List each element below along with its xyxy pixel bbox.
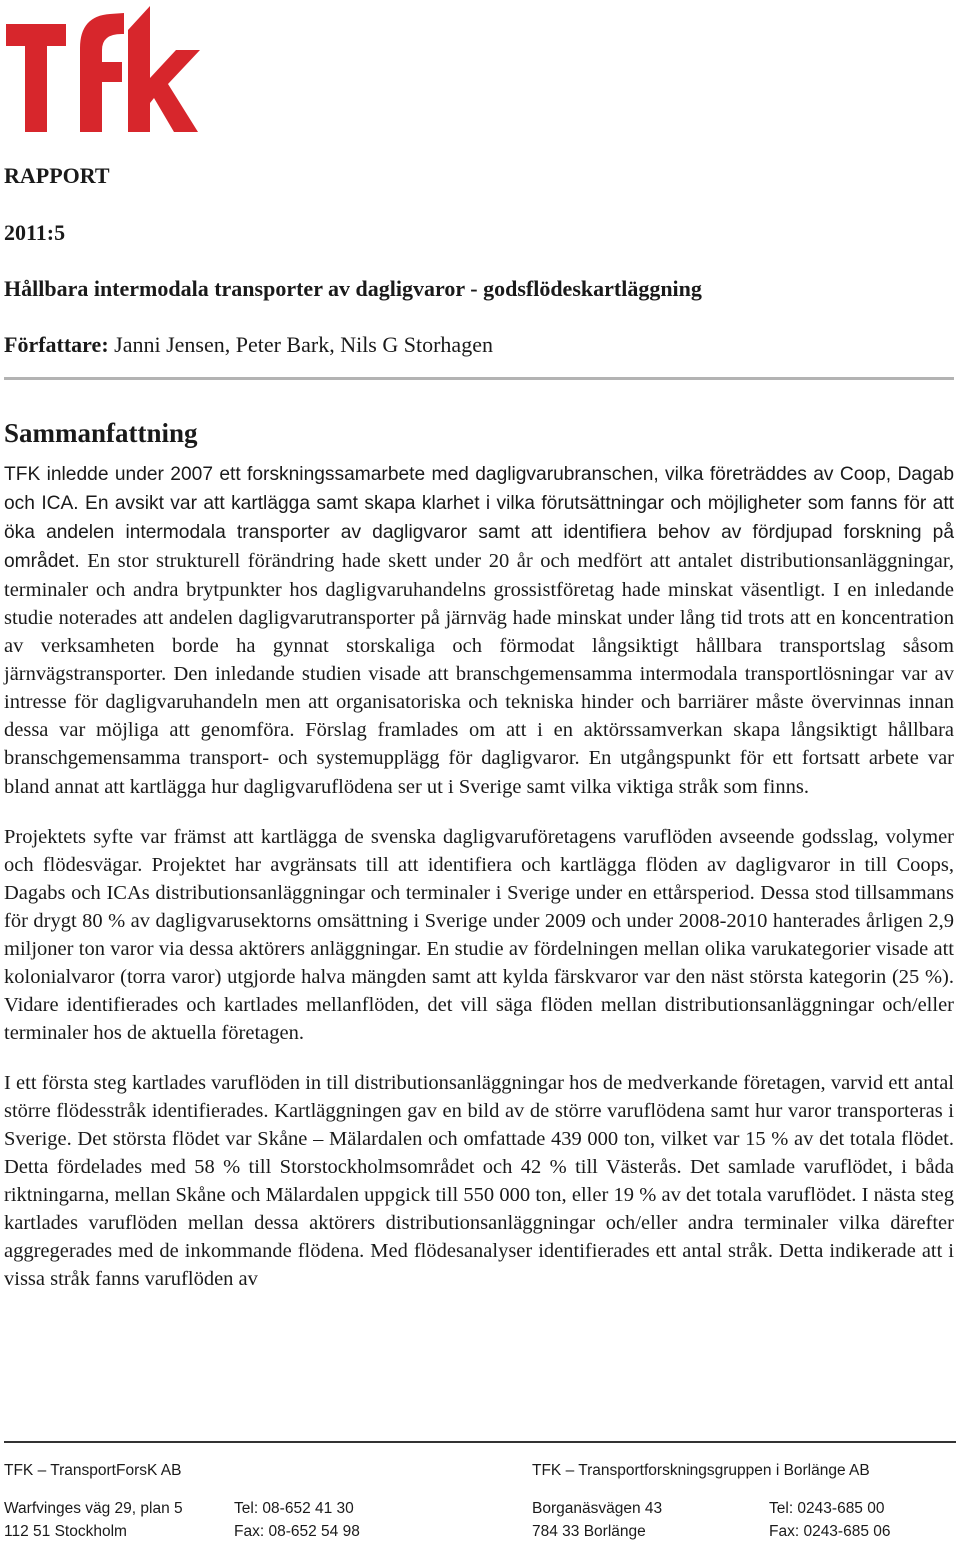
footer-left-tel: Tel: 08-652 41 30 <box>234 1500 354 1517</box>
footer-left-street: Warfvinges väg 29, plan 5 <box>4 1500 183 1517</box>
footer-right-fax: Fax: 0243-685 06 <box>769 1523 891 1540</box>
summary-p1-intro: TFK inledde under 2007 ett forskningssamarbete med dagligvarubranschen, vilka företräddes av Coop, Dagab och ICA. <box>4 464 954 515</box>
summary-body <box>4 460 954 1315</box>
footer-left-fax: Fax: 08-652 54 98 <box>234 1523 360 1540</box>
summary-paragraph-3: I ett första steg kartlades varuflöden in till distributionsanläggningar hos de medverkande företagen, varvid ett antal större flödesstråk identifierades. Kartläggningen gav en bild av de större varuflödena samt hur varor transporteras i Sverige. Det största flödet var Skåne – Mälardalen och omfattade 439 000 ton, vilket var 15 % av det totala flödet. Detta fördelades med 58 % till Storstockholmsområdet och 42 % till Västerås. Det samlade varuflödet, i båda riktningarna, mellan Skåne och Mälardalen uppgick till 550 000 ton, eller 19 % av det totala varuflödet. I nästa steg kartlades varuflöden mellan dessa aktörers distributionsanläggningar och/eller andra terminaler vilka därefter aggregerades med de inkommande flödena. Med flödesanalyser identifierades ett antal stråk. Detta indikerade att i vissa stråk fanns varuflöden av <box>4 1071 954 1291</box>
summary-paragraph-2: Projektets syfte var främst att kartlägga de svenska dagligvaruföretagens varuflöden avseende godsslag, volymer och flödesvägar. Projektet har avgränsats till att identifiera och kartlägga flöden av dagligvaror in till Coops, Dagabs och ICAs distributionsanläggningar och terminaler i Sverige under en ettårsperiod. Dessa stod tillsammans för drygt 80 % av dagligvarusektorns omsättning i Sverige under 2009 och under 2008-2010 hanterades årligen 2,9 miljoner ton varor via dessa aktörers anläggningar. En studie av fördelningen mellan olika varukategorier visade att kolonialvaror (torra varor) utgjorde halva mängden samt att kylda färskvaror var den näst största kategorin (25 %). Vidare identifierades och kartlades mellanflöden, det vill säga flöden mellan distributionsanläggningar och/eller terminaler hos de aktuella företagen. <box>4 825 954 1044</box>
header-divider <box>4 377 954 380</box>
footer-right-tel: Tel: 0243-685 00 <box>769 1500 885 1517</box>
summary-p1-rest: En stor strukturell förändring hade skett under 20 år och medfört att antalet distributionsanläggningar, terminaler och andra brytpunkter hos dagligvaruhandelns grossistföretag hade minskat väsentligt. I en inledande studie noterades att andelen dagligvarutransporter på järnväg hade minskat under lång tid trots att en koncentration av verksamheten borde ha gynnat storskaliga och förmodat långsiktigt hållbara transportslag såsom järnvägstransporter. Den inledande studien visade att branschgemensamma intermodala transportlösningar var av intresse för dagligvaruhandeln men att organisatoriska och tekniska hinder och barriärer måste övervinnas innan dessa var möjliga att genomföra. Förslag framlades om att i en aktörssamverkan skapa långsiktigt hållbara branschgemensamma transport- och systemupplägg för dagligvaror. En utgångspunkt för ett fortsatt arbete var bland annat att kartlägga hur dagligvaruflödena ser ut i Sverige samt vilka viktiga stråk som finns. <box>4 550 954 798</box>
footer-divider <box>4 1441 956 1443</box>
report-number: 2011:5 <box>4 220 66 245</box>
authors-line <box>4 332 493 358</box>
footer-right-org: TFK – Transportforskningsgruppen i Borlänge AB <box>532 1462 870 1479</box>
authors-label: Författare: <box>4 332 109 357</box>
summary-paragraph-1 <box>4 460 954 801</box>
tfk-logo <box>4 4 200 136</box>
footer-right-street: Borganäsvägen 43 <box>532 1500 663 1517</box>
summary-heading: Sammanfattning <box>4 418 198 448</box>
report-title: Hållbara intermodala transporter av dagligvaror - godsflödeskartläggning <box>4 276 702 301</box>
footer-right-city: 784 33 Borlänge <box>532 1523 646 1540</box>
authors-names: Janni Jensen, Peter Bark, Nils G Storhagen <box>114 332 493 357</box>
summary-p1-aim: En avsikt var att kartlägga samt skapa klarhet i vilka förutsättningar och möjligheter som fanns för att öka andelen intermodala transporter av dagligvaror samt att identifiera behov av fördjupad forskning på området. <box>4 493 954 573</box>
footer-left-org: TFK – TransportForsK AB <box>4 1462 182 1479</box>
footer-left-city: 112 51 Stockholm <box>4 1523 127 1540</box>
report-label: RAPPORT <box>4 163 110 188</box>
